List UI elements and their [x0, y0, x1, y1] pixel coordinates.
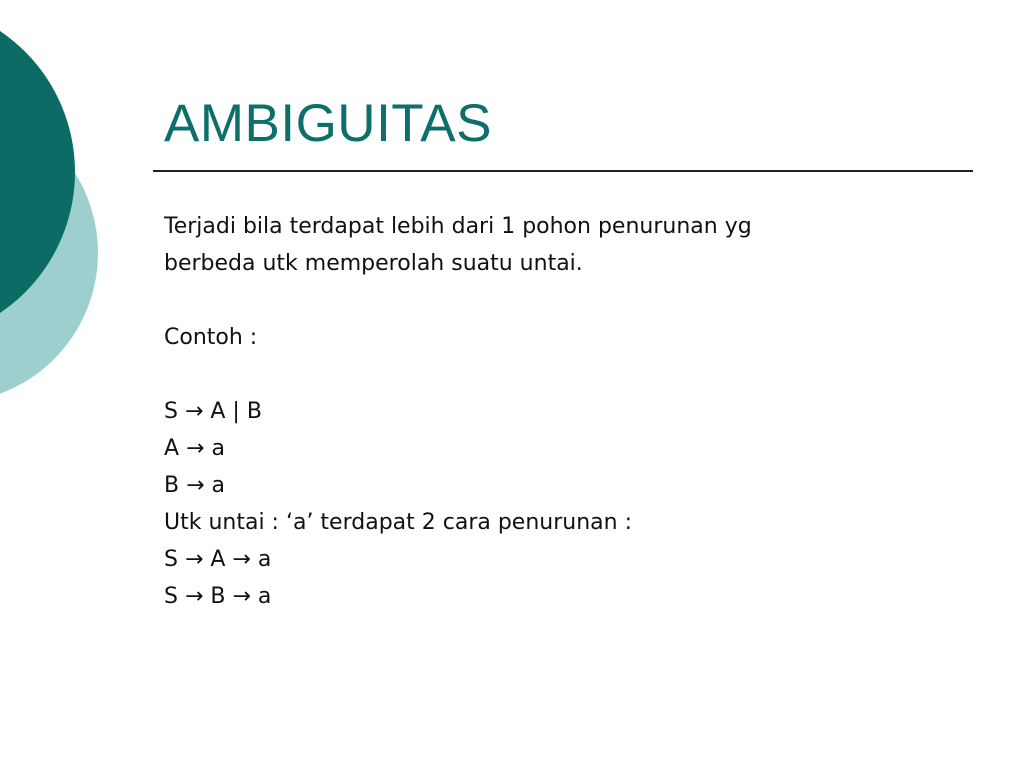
- derivation-2: S → B → a: [164, 584, 272, 609]
- derivation-intro: Utk untai : ‘a’ terdapat 2 cara penurunan :: [164, 510, 632, 535]
- spacer: [164, 356, 964, 393]
- spacer: [164, 282, 964, 319]
- grammar-rule-a: A → a: [164, 436, 225, 461]
- slide-title: AMBIGUITAS: [164, 94, 492, 153]
- grammar-rule-b: B → a: [164, 473, 225, 498]
- derivation-1: S → A → a: [164, 547, 272, 572]
- paragraph-line-2: berbeda utk memperolah suatu untai.: [164, 251, 583, 276]
- title-divider: [153, 170, 973, 172]
- example-label: Contoh :: [164, 325, 258, 350]
- slide-body: [164, 208, 964, 615]
- grammar-rule-s: S → A | B: [164, 399, 262, 424]
- paragraph-line-1: Terjadi bila terdapat lebih dari 1 pohon penurunan yg: [164, 214, 752, 239]
